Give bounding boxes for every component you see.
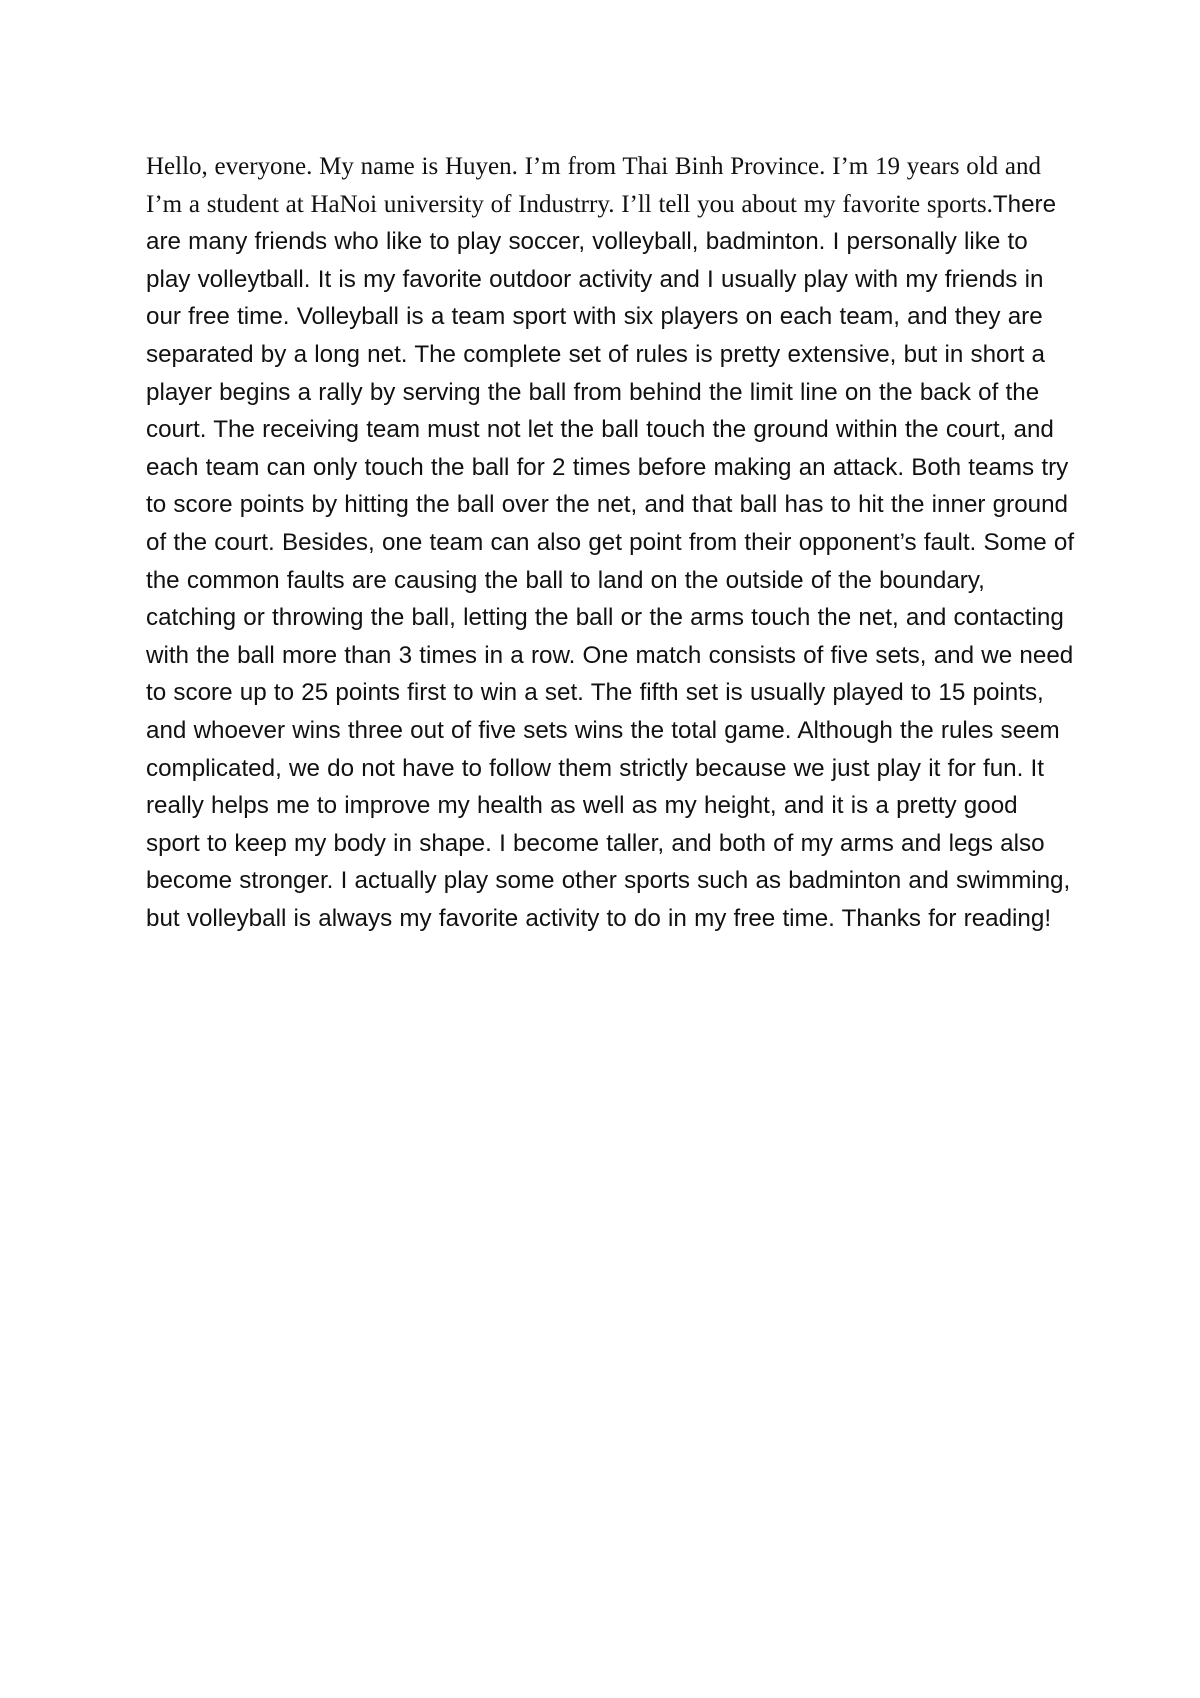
intro-text: Hello, everyone. My name is Huyen. I’m from Thai Binh Province. I’m 19 years old and I’m a student at HaNoi university of Industrry. I’ll tell you about my favorite sports. bbox=[146, 153, 1042, 218]
essay-paragraph bbox=[146, 148, 1076, 937]
body-text: There are many friends who like to play soccer, volleyball, badminton. I personally like to play volleytball. It is my favorite outdoor activity and I usually play with my friends in our free time. Volleyball is a team sport with six players on each team, and they are separated by a long net. The complete set of rules is pretty extensive, but in short a player begins a rally by serving the ball from behind the limit line on the back of the court. The receiving team must not let the ball touch the ground within the court, and each team can only touch the ball for 2 times before making an attack. Both teams try to score points by hitting the ball over the net, and that ball has to hit the inner ground of the court. Besides, one team can also get point from their opponent’s fault. Some of the common faults are causing the ball to land on the outside of the boundary, catching or throwing the ball, letting the ball or the arms touch the net, and contacting with the ball more than 3 times in a row. One match consists of five sets, and we need to score up to 25 points first to win a set. The fifth set is usually played to 15 points, and whoever wins three out of five sets wins the total game. Although the rules seem complicated, we do not have to follow them strictly because we just play it for fun. It really helps me to improve my health as well as my height, and it is a pretty good sport to keep my body in shape. I become taller, and both of my arms and legs also become stronger. I actually play some other sports such as badminton and swimming, but volleyball is always my favorite activity to do in my free time. Thanks for reading! bbox=[146, 190, 1075, 932]
